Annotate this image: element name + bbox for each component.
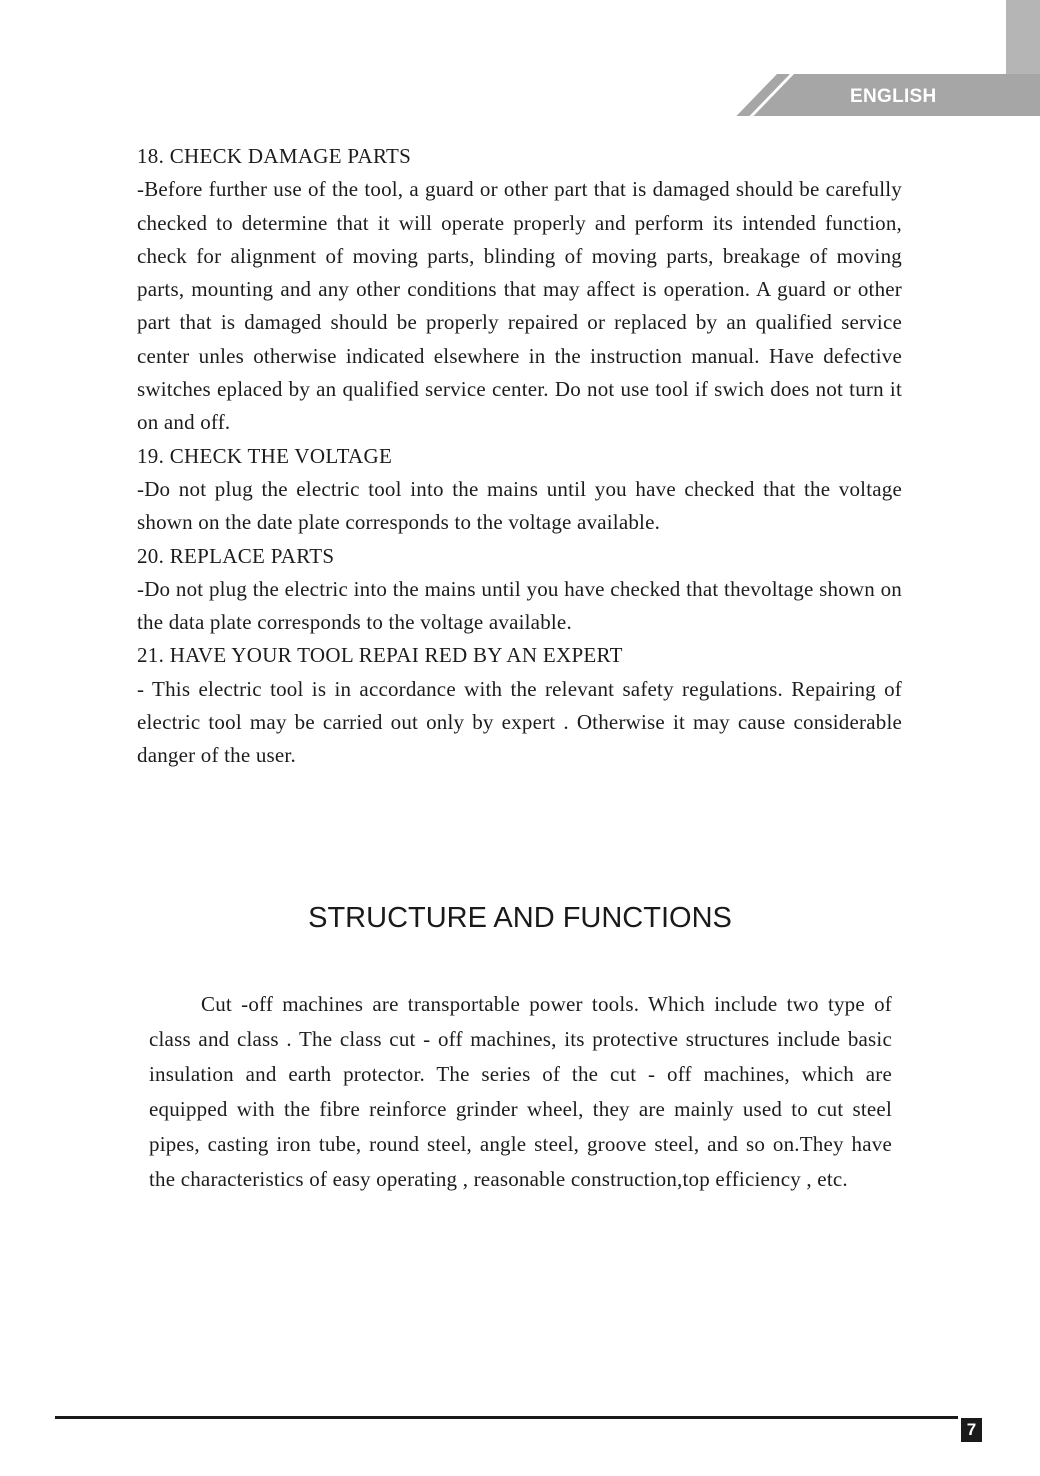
page-number: 7 — [961, 1418, 982, 1442]
footer-rule — [55, 1416, 958, 1419]
section-heading: 20. REPLACE PARTS — [137, 543, 335, 568]
section-body: -Do not plug the electric into the mains until you have checked that thevoltage shown on the data plate corresponds to the voltage available. — [137, 576, 902, 635]
safety-sections — [137, 140, 902, 773]
section-heading: 21. HAVE YOUR TOOL REPAI RED BY AN EXPERT — [137, 643, 623, 668]
structure-title: STRUCTURE AND FUNCTIONS — [308, 902, 732, 934]
section-heading: 18. CHECK DAMAGE PARTS — [137, 144, 412, 168]
section-body: -Do not plug the electric tool into the mains until you have checked that the voltage shown on the date plate corresponds to the voltage available. — [137, 476, 902, 535]
section-body: - This electric tool is in accordance with the relevant safety regulations. Repairing of electric tool may be carried out only by expert . Otherwise it may cause considerable danger of the user. — [137, 676, 902, 768]
section-body: -Before further use of the tool, a guard or other part that is damaged should be carefully checked to determine that it will operate properly and perform its intended function, check for alignment of moving parts, blinding of moving parts, breakage of moving parts, mounting and any other conditions that may affect is operation. A guard or other part that is damaged should be properly repaired or replaced by an qualified service center unles otherwise indicated elsewhere in the instruction manual. Have defective switches eplaced by an qualified service center. Do not use tool if swich does not turn it on and off. — [137, 177, 902, 435]
language-label: ENGLISH — [850, 86, 937, 107]
section-heading: 19. CHECK THE VOLTAGE — [137, 443, 393, 468]
structure-body: Cut -off machines are transportable power tools. Which include two type of class and class . The class cut - off machines, its protective structures include basic insulation and earth protector. The series of the cut - off machines, which are equipped with the fibre reinforce grinder wheel, they are mainly used to cut steel pipes, casting iron tube, round steel, angle steel, groove steel, and so on.They have the characteristics of easy operating , reasonable construction,top efficiency , etc. — [149, 992, 892, 1191]
corner-tab — [1006, 0, 1040, 74]
